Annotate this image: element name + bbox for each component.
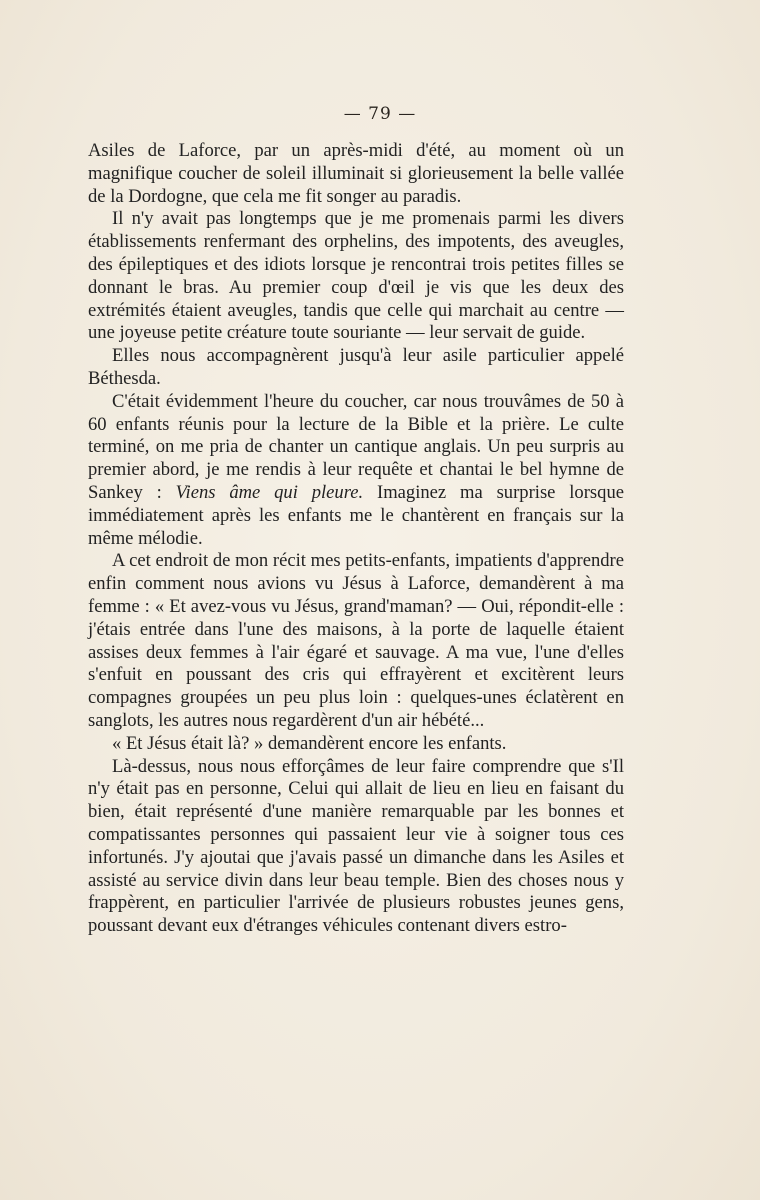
paragraph-6: « Et Jésus était là? » demandèrent encore les enfants. (112, 732, 507, 754)
body-text (88, 140, 624, 938)
paragraph-3: Elles nous accompagnèrent jusqu'à leur asile particulier appelé Béthesda. (88, 345, 624, 389)
page-number: — 79 — (343, 104, 417, 124)
paragraph-1: Asiles de Laforce, par un après-midi d'été, au moment où un magnifique coucher de soleil illuminait si glorieusement la belle vallée de la Dordogne, que cela me fit songer au paradis. (88, 140, 624, 207)
paragraph-4-start: C'était évidemment l'heure du coucher, car nous trouvâmes de 50 à 60 enfants réunis pour la lecture de la Bible et la prière. Le culte terminé, on me pria de chanter un cantique anglais. Un peu surpris au premier abord, je me rendis à leur requête et chantai le bel hymne de Sankey : (88, 390, 624, 503)
paragraph-4 (88, 391, 624, 551)
paragraph-5: A cet endroit de mon récit mes petits-enfants, impatients d'apprendre enfin comment nous avions vu Jésus à Laforce, demandèrent à ma femme : « Et avez-vous vu Jésus, grand'maman? — Oui, répondit-elle : j'étais entrée dans l'une des maisons, à la porte de laquelle étaient assises deux femmes à l'air égaré et sauvage. A ma vue, l'une d'elles s'enfuit en poussant des cris qui effrayèrent et excitèrent leurs compagnes groupées un peu plus loin : quelques-unes éclatèrent en sanglots, les autres nous regardèrent d'un air hébété... (88, 550, 624, 731)
paragraph-2: Il n'y avait pas longtemps que je me promenais parmi les divers établissements renfermant des orphelins, des impotents, des aveugles, des épileptiques et des idiots lorsque je rencontrai trois petites filles se donnant le bras. Au premier coup d'œil je vis que les deux des extrémités étaient aveugles, tandis que celle qui marchait au centre — une joyeuse petite créature toute souriante — leur servait de guide. (88, 208, 624, 344)
paragraph-7: Là-dessus, nous nous efforçâmes de leur faire comprendre que s'Il n'y était pas en personne, Celui qui allait de lieu en lieu en faisant du bien, était représenté d'une manière remarquable par les bonnes et compatissantes personnes qui passaient leur vie à soigner tous ces infortunés. J'y ajoutai que j'avais passé un dimanche dans les Asiles et assisté au service divin dans leur beau temple. Bien des choses nous y frappèrent, en particulier l'arrivée de plusieurs robustes jeunes gens, poussant devant eux d'étranges véhicules contenant divers estro- (88, 755, 624, 937)
paragraph-4-end: Imaginez ma surprise lorsque immédiatement après les enfants me le chantèrent en français sur la même mélodie. (88, 481, 624, 549)
hymn-title: Viens âme qui pleure. (175, 481, 364, 503)
